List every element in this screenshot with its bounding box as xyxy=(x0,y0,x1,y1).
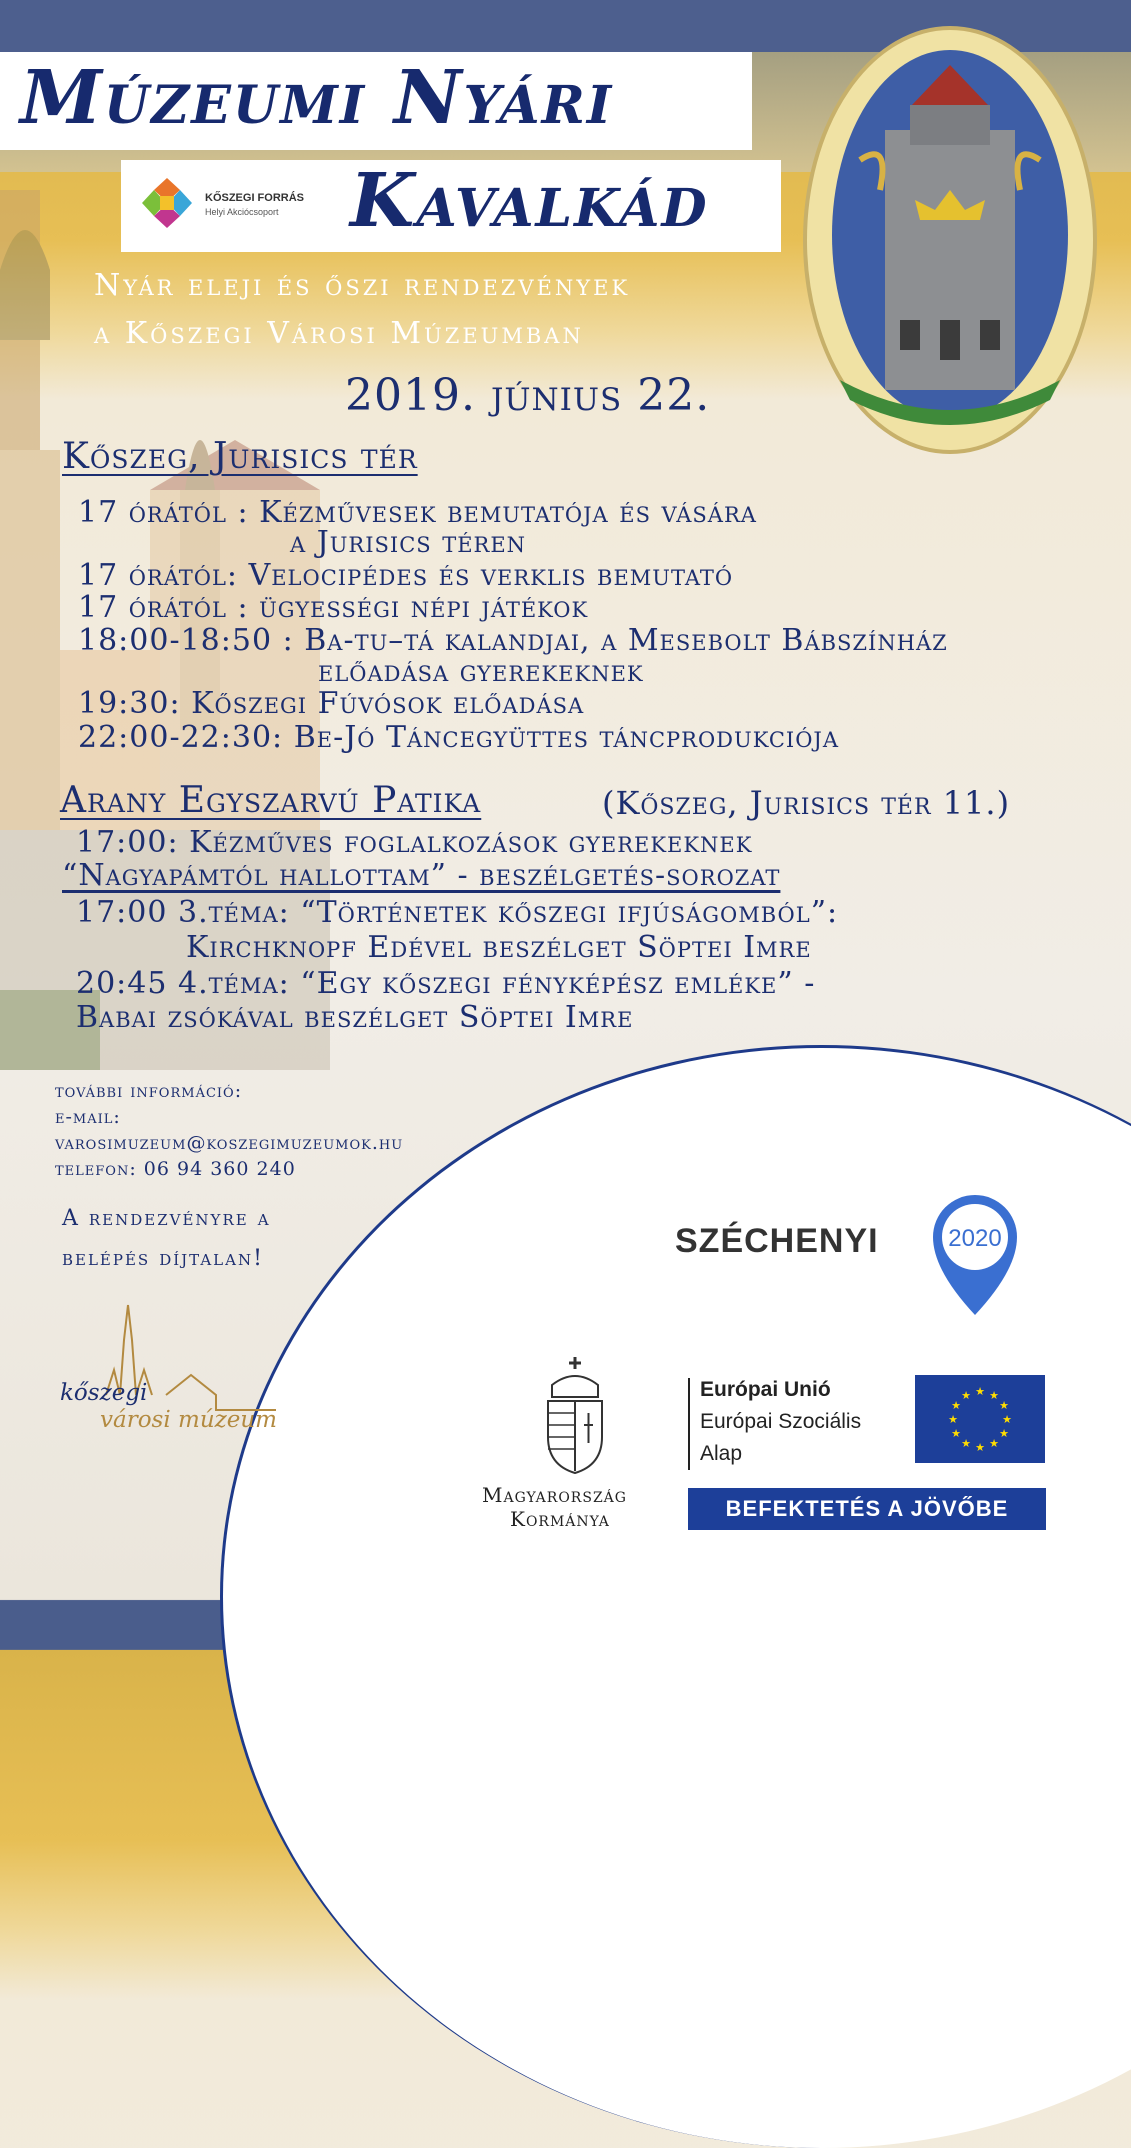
svg-text:★: ★ xyxy=(989,1389,999,1402)
government-line2: Kormánya xyxy=(510,1507,610,1531)
forras-tagline: Helyi Akciócsoport xyxy=(205,207,279,217)
program-line: Babai zsókával beszélget Söptei Imre xyxy=(76,1000,634,1035)
section2-address: (Kőszeg, Jurisics tér 11.) xyxy=(602,784,1011,822)
free-entry-line1: A rendezvényre a xyxy=(62,1206,271,1231)
subtitle-line2: a Kőszegi Városi Múzeumban xyxy=(94,316,584,351)
svg-text:★: ★ xyxy=(951,1427,961,1440)
eu-line1: Európai Unió xyxy=(700,1378,831,1401)
koszeg-coat-of-arms-icon xyxy=(800,20,1100,460)
program-line: 18:00-18:50 : Ba-tu–tá kalandjai, a Mesebolt Bábszínház xyxy=(78,623,948,658)
poster-title-line1: Múzeumi Nyári xyxy=(20,55,614,141)
program-line: előadása gyerekeknek xyxy=(318,654,644,689)
poster-title-line2: Kavalkád xyxy=(350,158,709,244)
event-date: 2019. június 22. xyxy=(345,370,711,421)
email-address[interactable]: varosimuzeum@koszegimuzeumok.hu xyxy=(55,1132,404,1154)
eu-divider xyxy=(688,1378,690,1470)
svg-text:★: ★ xyxy=(999,1427,1009,1440)
phone-number: telefon: 06 94 360 240 xyxy=(55,1158,296,1180)
eu-flag-icon xyxy=(915,1375,1045,1463)
program-line: 17 órától : ügyességi népi játékok xyxy=(78,590,589,625)
program-line: 17 órától: Velocipédes és verklis bemutató xyxy=(78,558,734,593)
email-label: e-mail: xyxy=(55,1106,121,1128)
program-line: 19:30: Kőszegi Fúvósok előadása xyxy=(78,686,585,721)
eu-line2: Európai Szociális xyxy=(700,1410,862,1433)
free-entry-line2: belépés díjtalan! xyxy=(62,1246,264,1271)
program-line: 17 órától : Kézművesek bemutatója és vására xyxy=(78,495,757,530)
svg-text:★: ★ xyxy=(961,1437,971,1450)
svg-text:★: ★ xyxy=(975,1385,985,1398)
svg-text:★: ★ xyxy=(975,1441,985,1454)
szechenyi-pin-icon xyxy=(925,1190,1025,1320)
forras-name: KŐSZEGI FORRÁS xyxy=(205,192,305,204)
svg-text:★: ★ xyxy=(948,1413,958,1426)
svg-text:★: ★ xyxy=(951,1399,961,1412)
contact-label: további információ: xyxy=(55,1080,243,1102)
series-title: “Nagyapámtól hallottam” - beszélgetés-sorozat xyxy=(62,858,781,893)
program-line: 17:00: Kézműves foglalkozások gyerekeknek xyxy=(76,825,753,860)
program-line: 20:45 4.téma: “Egy kőszegi fényképész emléke” - xyxy=(76,966,816,1001)
program-line: 22:00-22:30: Be-Jó Táncegyüttes táncprodukciója xyxy=(78,720,839,755)
program-line: Kirchknopf Edével beszélget Söptei Imre xyxy=(186,930,812,965)
eu-line3: Alap xyxy=(700,1442,743,1465)
museum-logo-line2: városi múzeum xyxy=(100,1407,277,1433)
koszegi-forras-logo-icon xyxy=(142,178,192,228)
svg-text:★: ★ xyxy=(999,1399,1009,1412)
invest-banner: BEFEKTETÉS A JÖVŐBE xyxy=(688,1488,1046,1530)
section1-heading: Kőszeg, Jurisics tér xyxy=(62,436,418,477)
hungary-coat-of-arms-icon xyxy=(540,1355,610,1475)
government-line1: Magyarország xyxy=(482,1483,627,1507)
museum-logo-line1: kőszegi xyxy=(60,1380,148,1406)
section2-heading: Arany Egyszarvú Patika xyxy=(60,780,482,821)
svg-text:★: ★ xyxy=(1002,1413,1012,1426)
program-line: a Jurisics téren xyxy=(290,525,527,560)
szechenyi-wordmark: SZÉCHENYI xyxy=(675,1222,879,1260)
svg-text:★: ★ xyxy=(989,1437,999,1450)
szechenyi-year: 2020 xyxy=(948,1225,1002,1252)
program-line: 17:00 3.téma: “Történetek kőszegi ifjúságomból”: xyxy=(76,895,839,930)
subtitle-line1: Nyár eleji és őszi rendezvények xyxy=(94,268,631,303)
svg-text:★: ★ xyxy=(961,1389,971,1402)
